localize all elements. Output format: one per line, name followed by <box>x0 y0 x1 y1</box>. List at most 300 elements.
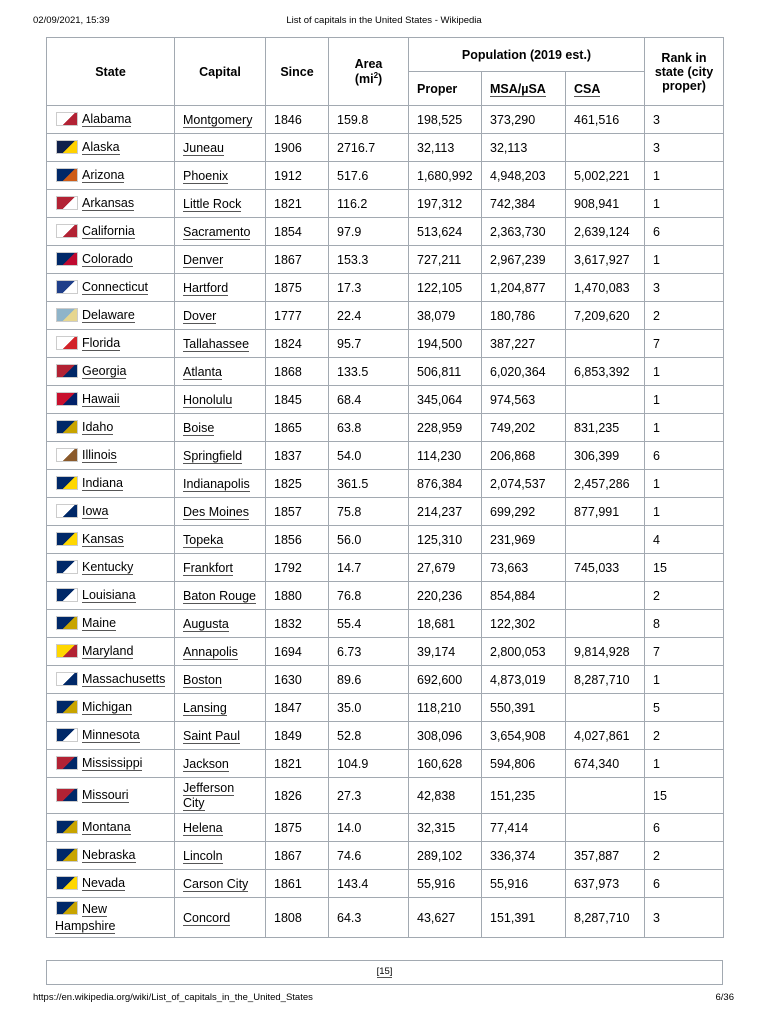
msa-cell: 4,873,019 <box>482 666 566 694</box>
proper-cell: 118,210 <box>409 694 482 722</box>
rank-cell: 3 <box>645 134 724 162</box>
proper-cell: 513,624 <box>409 218 482 246</box>
proper-cell: 198,525 <box>409 106 482 134</box>
msa-cell: 6,020,364 <box>482 358 566 386</box>
rank-cell: 6 <box>645 870 724 898</box>
msa-cell: 974,563 <box>482 386 566 414</box>
proper-cell: 1,680,992 <box>409 162 482 190</box>
table-row <box>47 498 724 526</box>
msa-cell: 749,202 <box>482 414 566 442</box>
csa-cell: 9,814,928 <box>566 638 645 666</box>
state-link[interactable]: Alaska <box>82 140 120 155</box>
rank-cell: 1 <box>645 750 724 778</box>
state-cell <box>47 218 175 246</box>
state-cell <box>47 870 175 898</box>
state-link[interactable]: Maine <box>82 616 117 631</box>
state-link[interactable]: Iowa <box>82 504 109 519</box>
table-row <box>47 470 724 498</box>
area-cell: 17.3 <box>329 274 409 302</box>
proper-cell: 38,079 <box>409 302 482 330</box>
csa-cell: 6,853,392 <box>566 358 645 386</box>
area-cell: 95.7 <box>329 330 409 358</box>
capital-link[interactable]: Atlanta <box>183 364 222 379</box>
proper-cell: 122,105 <box>409 274 482 302</box>
state-cell <box>47 442 175 470</box>
area-cell: 68.4 <box>329 386 409 414</box>
msa-cell: 206,868 <box>482 442 566 470</box>
rank-cell: 2 <box>645 842 724 870</box>
state-cell <box>47 330 175 358</box>
state-link[interactable]: Arizona <box>82 168 125 183</box>
since-cell: 1694 <box>266 638 329 666</box>
csa-cell: 8,287,710 <box>566 898 645 938</box>
since-cell: 1875 <box>266 814 329 842</box>
capital-cell <box>175 106 266 134</box>
print-title: List of capitals in the United States - Wikipedia <box>286 15 482 26</box>
hawaii-flag-icon <box>56 392 78 406</box>
proper-cell: 220,236 <box>409 582 482 610</box>
table-row <box>47 414 724 442</box>
csa-cell <box>566 814 645 842</box>
rank-cell: 1 <box>645 246 724 274</box>
area-cell: 63.8 <box>329 414 409 442</box>
header-area <box>329 38 409 106</box>
capital-link[interactable]: Topeka <box>183 532 224 547</box>
massachusetts-flag-icon <box>56 672 78 686</box>
since-cell: 1861 <box>266 870 329 898</box>
capital-cell <box>175 218 266 246</box>
csa-cell <box>566 134 645 162</box>
capital-cell <box>175 638 266 666</box>
msa-cell: 550,391 <box>482 694 566 722</box>
state-cell <box>47 814 175 842</box>
msa-cell: 742,384 <box>482 190 566 218</box>
idaho-flag-icon <box>56 420 78 434</box>
state-link[interactable]: Colorado <box>82 252 133 267</box>
capital-cell <box>175 610 266 638</box>
state-link[interactable]: Missouri <box>82 788 129 803</box>
capital-link[interactable]: Phoenix <box>183 168 229 183</box>
msa-cell: 854,884 <box>482 582 566 610</box>
area-cell: 133.5 <box>329 358 409 386</box>
msa-cell: 55,916 <box>482 870 566 898</box>
rank-cell: 15 <box>645 554 724 582</box>
state-cell <box>47 842 175 870</box>
since-cell: 1825 <box>266 470 329 498</box>
table-row <box>47 246 724 274</box>
capital-link[interactable]: Boston <box>183 672 222 687</box>
connecticut-flag-icon <box>56 280 78 294</box>
capital-link[interactable]: Tallahassee <box>183 336 250 351</box>
proper-cell: 42,838 <box>409 778 482 814</box>
csa-cell: 637,973 <box>566 870 645 898</box>
table-row <box>47 190 724 218</box>
state-link[interactable]: Arkansas <box>82 196 135 211</box>
area-cell: 27.3 <box>329 778 409 814</box>
capital-cell <box>175 246 266 274</box>
header-area-close: ) <box>378 72 383 87</box>
capital-cell <box>175 526 266 554</box>
area-cell: 54.0 <box>329 442 409 470</box>
header-msa-link[interactable]: MSA/µSA <box>490 81 546 96</box>
table-row <box>47 582 724 610</box>
table-row <box>47 870 724 898</box>
csa-cell: 357,887 <box>566 842 645 870</box>
table-row <box>47 666 724 694</box>
rank-cell: 2 <box>645 722 724 750</box>
area-cell: 52.8 <box>329 722 409 750</box>
csa-cell <box>566 386 645 414</box>
capital-link[interactable]: Jackson <box>183 756 229 771</box>
georgia-flag-icon <box>56 364 78 378</box>
state-cell <box>47 246 175 274</box>
csa-cell: 745,033 <box>566 554 645 582</box>
proper-cell: 345,064 <box>409 386 482 414</box>
capital-cell <box>175 470 266 498</box>
missouri-flag-icon <box>56 788 78 802</box>
proper-cell: 214,237 <box>409 498 482 526</box>
rank-cell: 2 <box>645 302 724 330</box>
state-link[interactable]: Idaho <box>82 420 114 435</box>
michigan-flag-icon <box>56 700 78 714</box>
proper-cell: 160,628 <box>409 750 482 778</box>
state-link[interactable]: Mississippi <box>82 756 143 771</box>
state-link[interactable]: Louisiana <box>82 588 136 603</box>
state-cell <box>47 898 175 938</box>
colorado-flag-icon <box>56 252 78 266</box>
state-link[interactable]: Connecticut <box>82 280 149 295</box>
state-cell <box>47 274 175 302</box>
proper-cell: 125,310 <box>409 526 482 554</box>
area-cell: 74.6 <box>329 842 409 870</box>
table-row <box>47 358 724 386</box>
maryland-flag-icon <box>56 644 78 658</box>
state-link[interactable]: Hawaii <box>82 392 120 407</box>
florida-flag-icon <box>56 336 78 350</box>
state-cell <box>47 498 175 526</box>
rank-cell: 1 <box>645 666 724 694</box>
area-cell: 75.8 <box>329 498 409 526</box>
msa-cell: 1,204,877 <box>482 274 566 302</box>
since-cell: 1777 <box>266 302 329 330</box>
since-cell: 1867 <box>266 246 329 274</box>
state-link[interactable]: Nebraska <box>82 848 136 863</box>
since-cell: 1880 <box>266 582 329 610</box>
since-cell: 1832 <box>266 610 329 638</box>
rank-cell: 1 <box>645 414 724 442</box>
capital-link[interactable]: Little Rock <box>183 196 242 211</box>
iowa-flag-icon <box>56 504 78 518</box>
area-cell: 14.7 <box>329 554 409 582</box>
csa-cell: 877,991 <box>566 498 645 526</box>
area-cell: 143.4 <box>329 870 409 898</box>
msa-cell: 122,302 <box>482 610 566 638</box>
header-csa <box>566 72 645 106</box>
table-row <box>47 610 724 638</box>
header-proper: Proper <box>409 72 482 106</box>
msa-cell: 32,113 <box>482 134 566 162</box>
louisiana-flag-icon <box>56 588 78 602</box>
proper-cell: 289,102 <box>409 842 482 870</box>
since-cell: 1912 <box>266 162 329 190</box>
proper-cell: 32,315 <box>409 814 482 842</box>
table-row <box>47 750 724 778</box>
capital-link[interactable]: Des Moines <box>183 504 249 519</box>
state-cell <box>47 526 175 554</box>
csa-cell: 2,639,124 <box>566 218 645 246</box>
state-link[interactable]: California <box>82 224 135 239</box>
msa-cell: 151,235 <box>482 778 566 814</box>
indiana-flag-icon <box>56 476 78 490</box>
print-url: https://en.wikipedia.org/wiki/List_of_capitals_in_the_United_States <box>33 992 313 1003</box>
table-row <box>47 274 724 302</box>
csa-cell: 306,399 <box>566 442 645 470</box>
capital-link[interactable]: Augusta <box>183 616 229 631</box>
table-row <box>47 162 724 190</box>
area-cell: 14.0 <box>329 814 409 842</box>
california-flag-icon <box>56 224 78 238</box>
csa-cell <box>566 610 645 638</box>
rank-cell: 1 <box>645 162 724 190</box>
area-cell: 116.2 <box>329 190 409 218</box>
since-cell: 1867 <box>266 842 329 870</box>
state-link[interactable]: Kentucky <box>82 560 134 575</box>
area-cell: 22.4 <box>329 302 409 330</box>
state-link[interactable]: Maryland <box>82 644 134 659</box>
rank-cell: 1 <box>645 470 724 498</box>
capital-link[interactable]: Denver <box>183 252 224 267</box>
capital-link[interactable]: Indianapolis <box>183 476 250 491</box>
table-row <box>47 134 724 162</box>
proper-cell: 506,811 <box>409 358 482 386</box>
state-cell <box>47 582 175 610</box>
rank-cell: 1 <box>645 386 724 414</box>
state-link[interactable]: New Hampshire <box>55 901 116 933</box>
state-link[interactable]: Georgia <box>82 364 127 379</box>
state-link[interactable]: Indiana <box>82 476 124 491</box>
header-csa-link[interactable]: CSA <box>574 81 601 96</box>
reference-link[interactable]: [15] <box>376 966 393 977</box>
since-cell: 1906 <box>266 134 329 162</box>
capital-link[interactable]: Hartford <box>183 280 229 295</box>
state-link[interactable]: Kansas <box>82 532 124 547</box>
rank-cell: 3 <box>645 898 724 938</box>
msa-cell: 77,414 <box>482 814 566 842</box>
state-cell <box>47 638 175 666</box>
rank-cell: 15 <box>645 778 724 814</box>
new-hampshire-flag-icon <box>56 901 78 915</box>
table-row <box>47 386 724 414</box>
proper-cell: 228,959 <box>409 414 482 442</box>
capital-link[interactable]: Sacramento <box>183 224 251 239</box>
area-cell: 76.8 <box>329 582 409 610</box>
msa-cell: 73,663 <box>482 554 566 582</box>
since-cell: 1837 <box>266 442 329 470</box>
since-cell: 1630 <box>266 666 329 694</box>
capital-cell <box>175 134 266 162</box>
capital-link[interactable]: Honolulu <box>183 392 233 407</box>
since-cell: 1792 <box>266 554 329 582</box>
capital-cell <box>175 274 266 302</box>
capital-cell <box>175 190 266 218</box>
table-row <box>47 218 724 246</box>
state-cell <box>47 162 175 190</box>
header-area-unit: (mi <box>354 72 374 87</box>
capital-link[interactable]: Lansing <box>183 700 227 715</box>
capital-link[interactable]: Helena <box>183 820 223 835</box>
since-cell: 1826 <box>266 778 329 814</box>
rank-cell: 6 <box>645 442 724 470</box>
csa-cell <box>566 526 645 554</box>
csa-cell: 7,209,620 <box>566 302 645 330</box>
table-row <box>47 778 724 814</box>
capital-link[interactable]: Saint Paul <box>183 728 240 743</box>
msa-cell: 2,967,239 <box>482 246 566 274</box>
minnesota-flag-icon <box>56 728 78 742</box>
state-link[interactable]: Florida <box>82 336 121 351</box>
arizona-flag-icon <box>56 168 78 182</box>
state-link[interactable]: Montana <box>82 820 131 835</box>
state-cell <box>47 778 175 814</box>
capital-link[interactable]: Baton Rouge <box>183 588 256 603</box>
rank-cell: 1 <box>645 190 724 218</box>
msa-cell: 699,292 <box>482 498 566 526</box>
state-cell <box>47 470 175 498</box>
capital-link[interactable]: Montgomery <box>183 112 253 127</box>
csa-cell: 5,002,221 <box>566 162 645 190</box>
state-link[interactable]: Massachusetts <box>82 672 166 687</box>
table-row <box>47 638 724 666</box>
capital-link[interactable]: Boise <box>183 420 215 435</box>
csa-cell <box>566 582 645 610</box>
capital-link[interactable]: Springfield <box>183 448 243 463</box>
state-cell <box>47 414 175 442</box>
since-cell: 1868 <box>266 358 329 386</box>
capital-link[interactable]: Juneau <box>183 140 225 155</box>
capital-cell <box>175 870 266 898</box>
capital-cell <box>175 414 266 442</box>
csa-cell: 831,235 <box>566 414 645 442</box>
capital-link[interactable]: Dover <box>183 308 217 323</box>
capital-cell <box>175 750 266 778</box>
proper-cell: 692,600 <box>409 666 482 694</box>
rank-cell: 6 <box>645 218 724 246</box>
state-cell <box>47 190 175 218</box>
since-cell: 1875 <box>266 274 329 302</box>
table-row <box>47 842 724 870</box>
rank-cell: 4 <box>645 526 724 554</box>
csa-cell: 2,457,286 <box>566 470 645 498</box>
kentucky-flag-icon <box>56 560 78 574</box>
area-cell: 104.9 <box>329 750 409 778</box>
capital-link[interactable]: Lincoln <box>183 848 223 863</box>
capital-cell <box>175 442 266 470</box>
montana-flag-icon <box>56 820 78 834</box>
rank-cell: 7 <box>645 330 724 358</box>
rank-cell: 5 <box>645 694 724 722</box>
capital-link[interactable]: Concord <box>183 910 231 925</box>
nebraska-flag-icon <box>56 848 78 862</box>
since-cell: 1824 <box>266 330 329 358</box>
msa-cell: 231,969 <box>482 526 566 554</box>
msa-cell: 4,948,203 <box>482 162 566 190</box>
state-cell <box>47 554 175 582</box>
state-cell <box>47 106 175 134</box>
capital-cell <box>175 582 266 610</box>
state-cell <box>47 302 175 330</box>
capital-link[interactable]: Annapolis <box>183 644 238 659</box>
proper-cell: 32,113 <box>409 134 482 162</box>
rank-cell: 1 <box>645 498 724 526</box>
msa-cell: 2,800,053 <box>482 638 566 666</box>
state-link[interactable]: Illinois <box>82 448 117 463</box>
msa-cell: 180,786 <box>482 302 566 330</box>
rank-cell: 7 <box>645 638 724 666</box>
alaska-flag-icon <box>56 140 78 154</box>
capital-cell <box>175 842 266 870</box>
state-link[interactable]: Delaware <box>82 308 135 323</box>
state-link[interactable]: Nevada <box>82 876 126 891</box>
capital-cell <box>175 814 266 842</box>
capitals-table-body <box>47 106 724 938</box>
state-link[interactable]: Alabama <box>82 112 132 127</box>
rank-cell: 3 <box>645 274 724 302</box>
capital-cell <box>175 330 266 358</box>
capital-link[interactable]: Jefferson City <box>183 780 235 810</box>
state-cell <box>47 610 175 638</box>
state-cell <box>47 386 175 414</box>
msa-cell: 151,391 <box>482 898 566 938</box>
since-cell: 1808 <box>266 898 329 938</box>
since-cell: 1865 <box>266 414 329 442</box>
capital-link[interactable]: Frankfort <box>183 560 234 575</box>
capital-cell <box>175 694 266 722</box>
rank-cell: 6 <box>645 814 724 842</box>
state-cell <box>47 722 175 750</box>
capital-link[interactable]: Carson City <box>183 876 249 891</box>
proper-cell: 27,679 <box>409 554 482 582</box>
proper-cell: 876,384 <box>409 470 482 498</box>
table-row <box>47 694 724 722</box>
capital-cell <box>175 498 266 526</box>
proper-cell: 55,916 <box>409 870 482 898</box>
msa-cell: 594,806 <box>482 750 566 778</box>
print-page-number: 6/36 <box>715 992 734 1003</box>
arkansas-flag-icon <box>56 196 78 210</box>
table-row <box>47 898 724 938</box>
illinois-flag-icon <box>56 448 78 462</box>
since-cell: 1849 <box>266 722 329 750</box>
capital-cell <box>175 722 266 750</box>
state-link[interactable]: Michigan <box>82 700 133 715</box>
header-msa <box>482 72 566 106</box>
table-row <box>47 106 724 134</box>
msa-cell: 2,074,537 <box>482 470 566 498</box>
state-link[interactable]: Minnesota <box>82 728 140 743</box>
proper-cell: 197,312 <box>409 190 482 218</box>
csa-cell: 908,941 <box>566 190 645 218</box>
print-header <box>0 15 768 29</box>
header-since: Since <box>266 38 329 106</box>
area-cell: 159.8 <box>329 106 409 134</box>
proper-cell: 114,230 <box>409 442 482 470</box>
header-rank: Rank in state (city proper) <box>645 38 724 106</box>
area-cell: 89.6 <box>329 666 409 694</box>
capital-cell <box>175 898 266 938</box>
rank-cell: 1 <box>645 358 724 386</box>
proper-cell: 308,096 <box>409 722 482 750</box>
csa-cell: 3,617,927 <box>566 246 645 274</box>
